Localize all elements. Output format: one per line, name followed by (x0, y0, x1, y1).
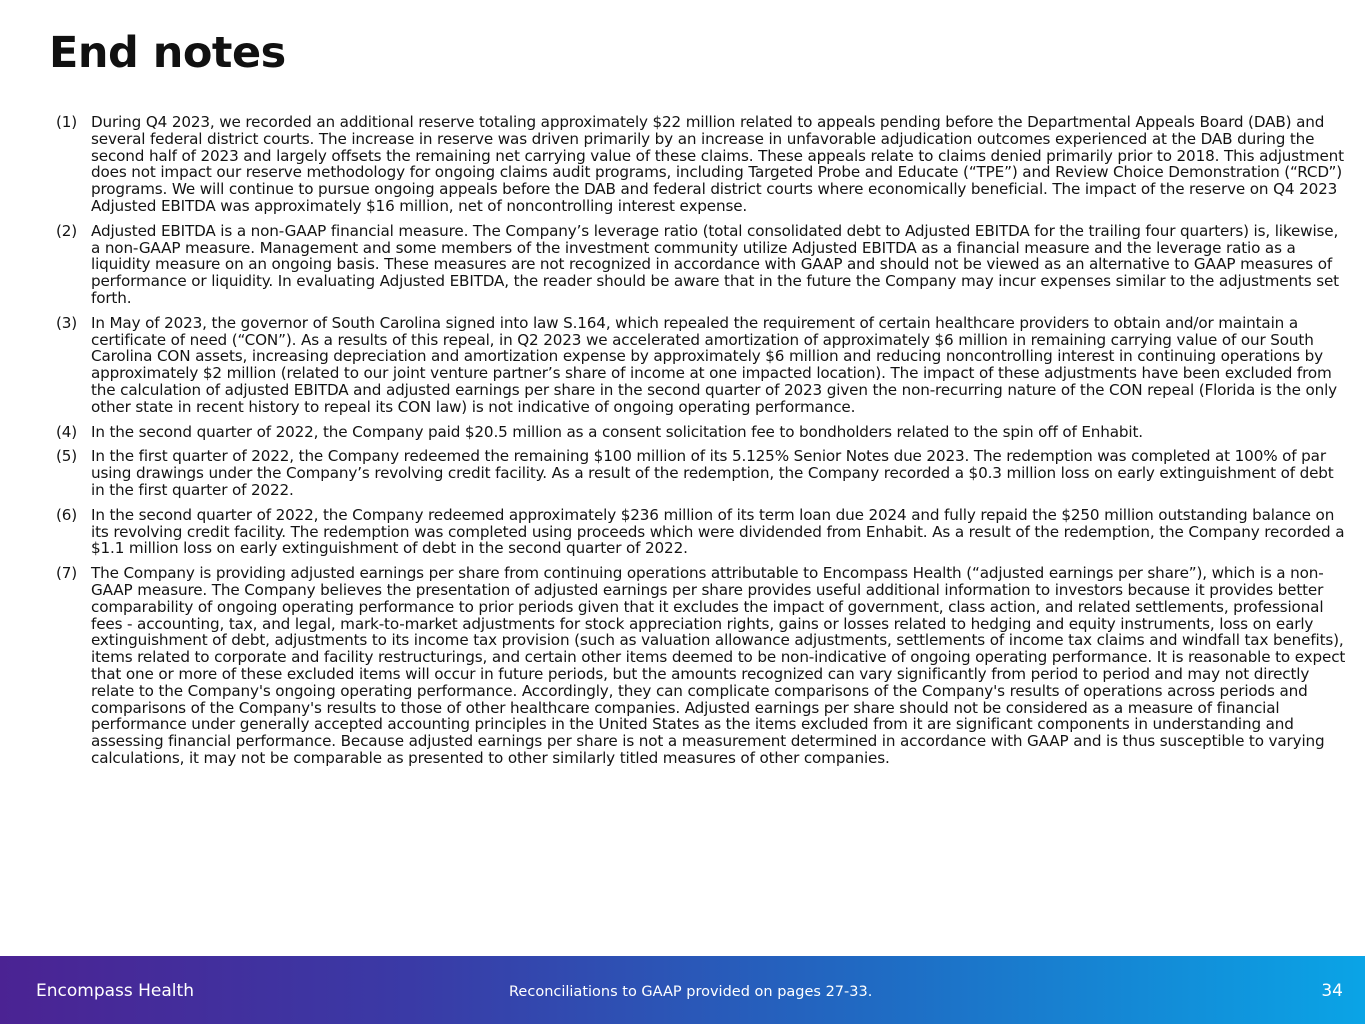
end-note-number: (1) (56, 113, 78, 131)
page-title: End notes (49, 28, 286, 78)
end-note-text: In the second quarter of 2022, the Company paid $20.5 million as a consent solicitation fee to bondholders related to the spin off of Enhabit. (91, 422, 1143, 441)
end-note-text: During Q4 2023, we recorded an additional reserve totaling approximately $22 million related to appeals pending before the Departmental Appeals Board (DAB) and several federal district courts. The increase in reserve was driven primarily by an increase in unfavorable adjudication outcomes experienced at the DAB during the second half of 2023 and largely offsets the remaining net carrying value of these claims. These appeals relate to claims denied primarily prior to 2018. This adjustment does not impact our reserve methodology for ongoing claims audit programs, including Targeted Probe and Educate (“TPE”) and Review Choice Demonstration (“RCD”) programs. We will continue to pursue ongoing appeals before the DAB and federal district courts where economically beneficial. The impact of the reserve on Q4 2023 Adjusted EBITDA was approximately $16 million, net of noncontrolling interest expense. (91, 113, 1344, 215)
end-note-2 (56, 223, 1346, 307)
end-note-number: (6) (56, 505, 78, 524)
end-note-3 (56, 315, 1346, 416)
end-note-number: (2) (56, 221, 78, 240)
end-note-1 (56, 114, 1346, 215)
end-note-text: In the second quarter of 2022, the Company redeemed approximately $236 million of its term loan due 2024 and fully repaid the $250 million outstanding balance on its revolving credit facility. The redemption was completed using proceeds which were dividended from Enhabit. As a result of the redemption, the Company recorded a $1.1 million loss on early extinguishment of debt in the second quarter of 2022. (91, 505, 1345, 558)
end-note-number: (7) (56, 564, 78, 583)
end-note-7 (56, 565, 1346, 767)
end-notes-list (56, 114, 1346, 775)
footer-note: Reconciliations to GAAP provided on pages 27-33. (509, 984, 873, 1000)
end-note-text: Adjusted EBITDA is a non-GAAP financial measure. The Company’s leverage ratio (total consolidated debt to Adjusted EBITDA for the trailing four quarters) is, likewise, a non-GAAP measure. Management and some members of the investment community utilize Adjusted EBITDA as a financial measure and the leverage ratio as a liquidity measure on an ongoing basis. These measures are not recognized in accordance with GAAP and should not be viewed as an alternative to GAAP measures of performance or liquidity. In evaluating Adjusted EBITDA, the reader should be aware that in the future the Company may incur expenses similar to the adjustments set forth. (91, 221, 1339, 307)
end-note-text: The Company is providing adjusted earnings per share from continuing operations attributable to Encompass Health (“adjusted earnings per share”), which is a non-GAAP measure. The Company believes the presentation of adjusted earnings per share provides useful additional information to investors because it provides better comparability of ongoing operating performance to prior periods given that it excludes the impact of government, class action, and related settlements, professional fees - accounting, tax, and legal, mark-to-market adjustments for stock appreciation rights, gains or losses related to hedging and equity instruments, loss on early extinguishment of debt, adjustments to its income tax provision (such as valuation allowance adjustments, settlements of income tax claims and windfall tax benefits), items related to corporate and facility restructurings, and certain other items deemed to be non-indicative of ongoing operating performance. It is reasonable to expect that one or more of these excluded items will occur in future periods, but the amounts recognized can vary significantly from period to period and may not directly relate to the Company's ongoing operating performance. Accordingly, they can complicate comparisons of the Company's results of operations across periods and comparisons of the Company's results to those of other healthcare companies. Adjusted earnings per share should not be considered as a measure of financial performance under generally accepted accounting principles in the United States as the items excluded from it are significant components in understanding and assessing financial performance. Because adjusted earnings per share is not a measurement determined in accordance with GAAP and is thus susceptible to varying calculations, it may not be comparable as presented to other similarly titled measures of other companies. (91, 564, 1346, 767)
page-number: 34 (1321, 981, 1343, 1001)
end-note-4 (56, 424, 1346, 441)
end-note-text: In May of 2023, the governor of South Carolina signed into law S.164, which repealed the requirement of certain healthcare providers to obtain and/or maintain a certificate of need (“CON”). As a results of this repeal, in Q2 2023 we accelerated amortization of approximately $6 million in remaining carrying value of our South Carolina CON assets, increasing depreciation and amortization expense by approximately $6 million and reducing noncontrolling interest in continuing operations by approximately $2 million (related to our joint venture partner’s share of income at one impacted location). The impact of these adjustments have been excluded from the calculation of adjusted EBITDA and adjusted earnings per share in the second quarter of 2023 given the non-recurring nature of the CON repeal (Florida is the only other state in recent history to repeal its CON law) is not indicative of ongoing operating performance. (91, 313, 1337, 416)
end-note-number: (4) (56, 422, 78, 441)
end-note-6 (56, 507, 1346, 557)
company-name: Encompass Health (36, 981, 194, 1001)
end-note-number: (3) (56, 313, 78, 332)
end-note-text: In the first quarter of 2022, the Company redeemed the remaining $100 million of its 5.125% Senior Notes due 2023. The redemption was completed at 100% of par using drawings under the Company’s revolving credit facility. As a result of the redemption, the Company recorded a $0.3 million loss on early extinguishment of debt in the first quarter of 2022. (91, 447, 1334, 499)
footer-bar (0, 956, 1365, 1024)
end-note-number: (5) (56, 447, 78, 466)
end-note-5 (56, 448, 1346, 498)
